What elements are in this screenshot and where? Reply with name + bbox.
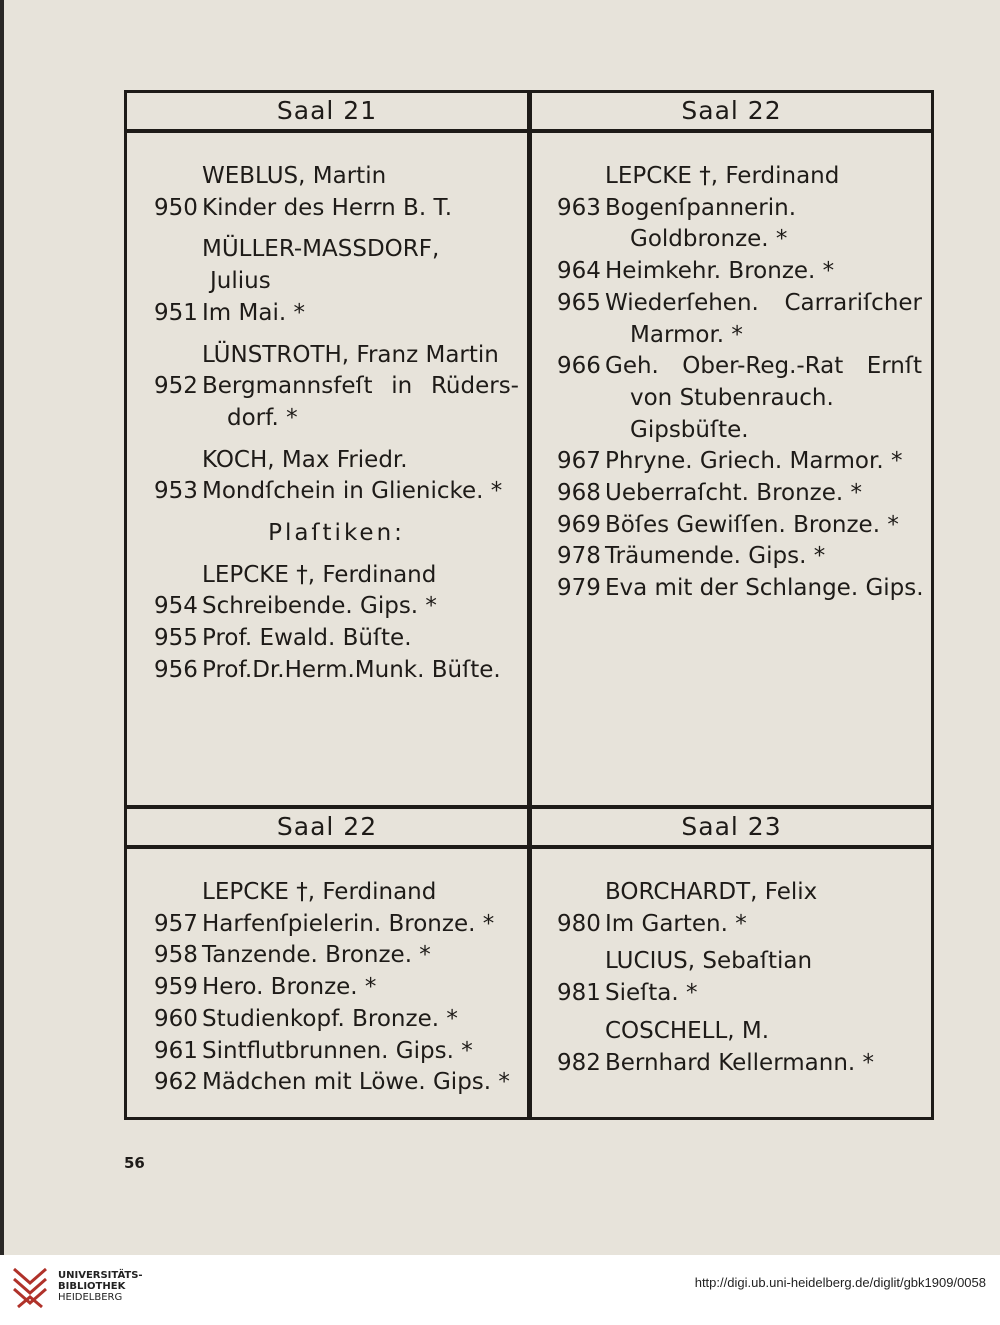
- saal-23-header: Saal 23: [681, 812, 782, 841]
- saal-22-header-top: Saal 22: [681, 96, 782, 125]
- artist-name: LEPCKE †, Ferdinand: [202, 879, 437, 905]
- entry-967: 967 Phryne. Griech. Marmor. *: [557, 448, 903, 475]
- saal-23-list: [557, 877, 922, 1079]
- entry-950: 950 Kinder des Herrn B. T.: [154, 194, 453, 221]
- entry-968: 968 Ueberraſcht. Bronze. *: [557, 480, 863, 507]
- saal-21-header: Saal 21: [276, 96, 378, 125]
- header-rule-top: [127, 129, 931, 133]
- library-logo-icon: [10, 1263, 50, 1311]
- entry-966-cont: von Stubenrauch.: [630, 384, 834, 411]
- entry-953: 953 Mondſchein in Glienicke. *: [154, 478, 503, 505]
- artist-name: LUCIUS, Sebaſtian: [605, 948, 813, 975]
- entry-960: 960 Studienkopf. Bronze. *: [154, 1005, 458, 1032]
- page-edge: [0, 0, 4, 1255]
- artist-name: LÜNSTROTH, Franz Martin: [202, 341, 499, 368]
- entry-962: 962 Mädchen mit Löwe. Gips. *: [154, 1069, 510, 1096]
- artist-name: WEBLUS, Martin: [202, 163, 387, 189]
- column-divider: [527, 93, 532, 1117]
- entry-951: 951 Im Mai. *: [154, 299, 305, 326]
- entry-966-cont2: Gipsbüſte.: [630, 416, 749, 443]
- entry-952: 952 Bergmannsfeſt in Rüders-: [154, 373, 519, 400]
- section-heading: Plaſtiken:: [268, 520, 405, 547]
- entry-982: 982 Bernhard Kellermann. *: [557, 1049, 875, 1076]
- saal-22-list-top: [557, 161, 922, 605]
- artist-name-cont: Julius: [210, 268, 271, 295]
- entry-965-cont: Marmor. *: [630, 321, 743, 348]
- saal-21-list: [154, 161, 519, 687]
- entry-969: 969 Böſes Gewiſſen. Bronze. *: [557, 511, 899, 538]
- entry-956: 956 Prof.Dr.Herm.Munk. Büſte.: [154, 656, 501, 683]
- entry-979: 979 Eva mit der Schlange. Gips.: [557, 575, 924, 602]
- entry-966: 966 Geh. Ober-Reg.-Rat Ernſt: [557, 353, 922, 380]
- entry-961: 961 Sintflutbrunnen. Gips. *: [154, 1037, 473, 1064]
- saal-22-list-bottom: [154, 877, 519, 1099]
- library-name: UNIVERSITÄTS- BIBLIOTHEK HEIDELBERG: [58, 1270, 143, 1303]
- entry-963-cont: Goldbronze. *: [630, 226, 788, 253]
- entry-952-cont: dorf. *: [227, 404, 298, 431]
- catalog-table: [124, 90, 934, 1120]
- source-url[interactable]: http://digi.ub.uni-heidelberg.de/diglit/gbk1909/0058: [694, 1275, 986, 1290]
- header-rule-bottom: [127, 845, 931, 849]
- entry-959: 959 Hero. Bronze. *: [154, 974, 377, 1001]
- entry-957: 957 Harfenſpielerin. Bronze. *: [154, 910, 495, 937]
- entry-978: 978 Träumende. Gips. *: [557, 543, 826, 570]
- viewer-footer: [0, 1255, 1000, 1325]
- entry-964: 964 Heimkehr. Bronze. *: [557, 258, 835, 285]
- entry-980: 980 Im Garten. *: [557, 910, 747, 937]
- artist-name: KOCH, Max Friedr.: [202, 446, 408, 473]
- entry-981: 981 Sieſta. *: [557, 980, 698, 1007]
- artist-name: BORCHARDT, Felix: [605, 879, 818, 905]
- artist-name: LEPCKE †, Ferdinand: [202, 561, 437, 588]
- entry-958: 958 Tanzende. Bronze. *: [154, 942, 431, 969]
- entry-963: 963 Bogenſpannerin.: [557, 194, 797, 221]
- page-number: 56: [124, 1154, 145, 1172]
- entry-955: 955 Prof. Ewald. Büſte.: [154, 625, 412, 652]
- saal-22-header-bottom: Saal 22: [276, 812, 378, 841]
- artist-name: COSCHELL, M.: [605, 1017, 770, 1044]
- entry-954: 954 Schreibende. Gips. *: [154, 593, 437, 620]
- artist-name: MÜLLER-MASSDORF,: [202, 236, 440, 263]
- entry-965: 965 Wiederſehen. Carrariſcher: [557, 289, 922, 316]
- artist-name: LEPCKE †, Ferdinand: [605, 163, 840, 189]
